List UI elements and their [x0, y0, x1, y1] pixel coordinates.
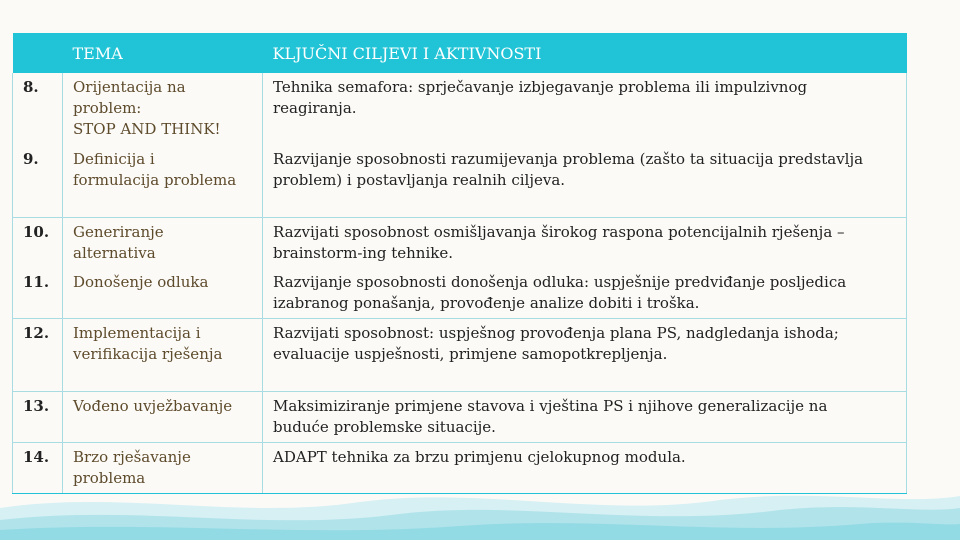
row-topic [63, 145, 263, 218]
goal-line: Razvijati sposobnost: uspješnog provođenja plana PS, nadgledanja ishoda; [273, 324, 839, 342]
header-number [13, 33, 63, 73]
topic-line: formulacija problema [73, 171, 237, 189]
goal-line: problem) i postavljanja realnih ciljeva. [273, 171, 566, 189]
table-row [13, 268, 907, 319]
row-goal [263, 319, 907, 392]
goal-line: Razvijanje sposobnosti donošenja odluka: uspješnije predviđanje posljedica [273, 273, 847, 291]
row-goal [263, 73, 907, 145]
decorative-wave [0, 480, 960, 540]
row-number: 11. [13, 268, 63, 319]
table-row [13, 73, 907, 145]
row-number: 12. [13, 319, 63, 392]
row-topic [63, 268, 263, 319]
table-row [13, 218, 907, 269]
table-header-row [13, 33, 907, 73]
topic-line: Implementacija i [73, 324, 201, 342]
table-row [13, 145, 907, 218]
header-topic: TEMA [63, 33, 263, 73]
header-goals: KLJUČNI CILJEVI I AKTIVNOSTI [263, 33, 907, 73]
program-table [12, 33, 907, 494]
goal-line: Razvijati sposobnost osmišljavanja širokog raspona potencijalnih rješenja – [273, 223, 845, 241]
row-goal [263, 392, 907, 443]
row-number: 13. [13, 392, 63, 443]
goal-line: brainstorm-ing tehnike. [273, 244, 453, 262]
topic-line: Definicija i [73, 150, 155, 168]
goal-line: Tehnika semafora: sprječavanje izbjegavanje problema ili impulzivnog [273, 78, 808, 96]
topic-line: problema [73, 469, 146, 487]
goal-line: Maksimiziranje primjene stavova i vještina PS i njihove generalizacije na [273, 397, 828, 415]
goal-line: ADAPT tehnika za brzu primjenu cjelokupnog modula. [273, 448, 686, 466]
row-number: 9. [13, 145, 63, 218]
topic-line: STOP AND THINK! [73, 120, 221, 138]
row-topic [63, 319, 263, 392]
row-goal [263, 268, 907, 319]
topic-line: verifikacija rješenja [73, 345, 223, 363]
row-topic [63, 218, 263, 269]
table-row [13, 392, 907, 443]
row-topic [63, 392, 263, 443]
topic-line: problem: [73, 99, 142, 117]
row-goal [263, 145, 907, 218]
topic-line: Orijentacija na [73, 78, 186, 96]
topic-line: alternativa [73, 244, 156, 262]
topic-line: Brzo rješavanje [73, 448, 191, 466]
goal-line: buduće problemske situacije. [273, 418, 496, 436]
row-number: 8. [13, 73, 63, 145]
goal-line: izabranog ponašanja, provođenje analize dobiti i troška. [273, 294, 700, 312]
row-number: 10. [13, 218, 63, 269]
row-goal [263, 218, 907, 269]
goal-line: reagiranja. [273, 99, 357, 117]
topic-line: Generiranje [73, 223, 164, 241]
goal-line: evaluacije uspješnosti, primjene samopotkrepljenja. [273, 345, 668, 363]
goal-line: Razvijanje sposobnosti razumijevanja problema (zašto ta situacija predstavlja [273, 150, 864, 168]
topic-line: Vođeno uvježbavanje [73, 397, 233, 415]
row-number: 14. [13, 443, 63, 494]
row-topic [63, 73, 263, 145]
topic-line: Donošenje odluka [73, 273, 209, 291]
table-row [13, 319, 907, 392]
